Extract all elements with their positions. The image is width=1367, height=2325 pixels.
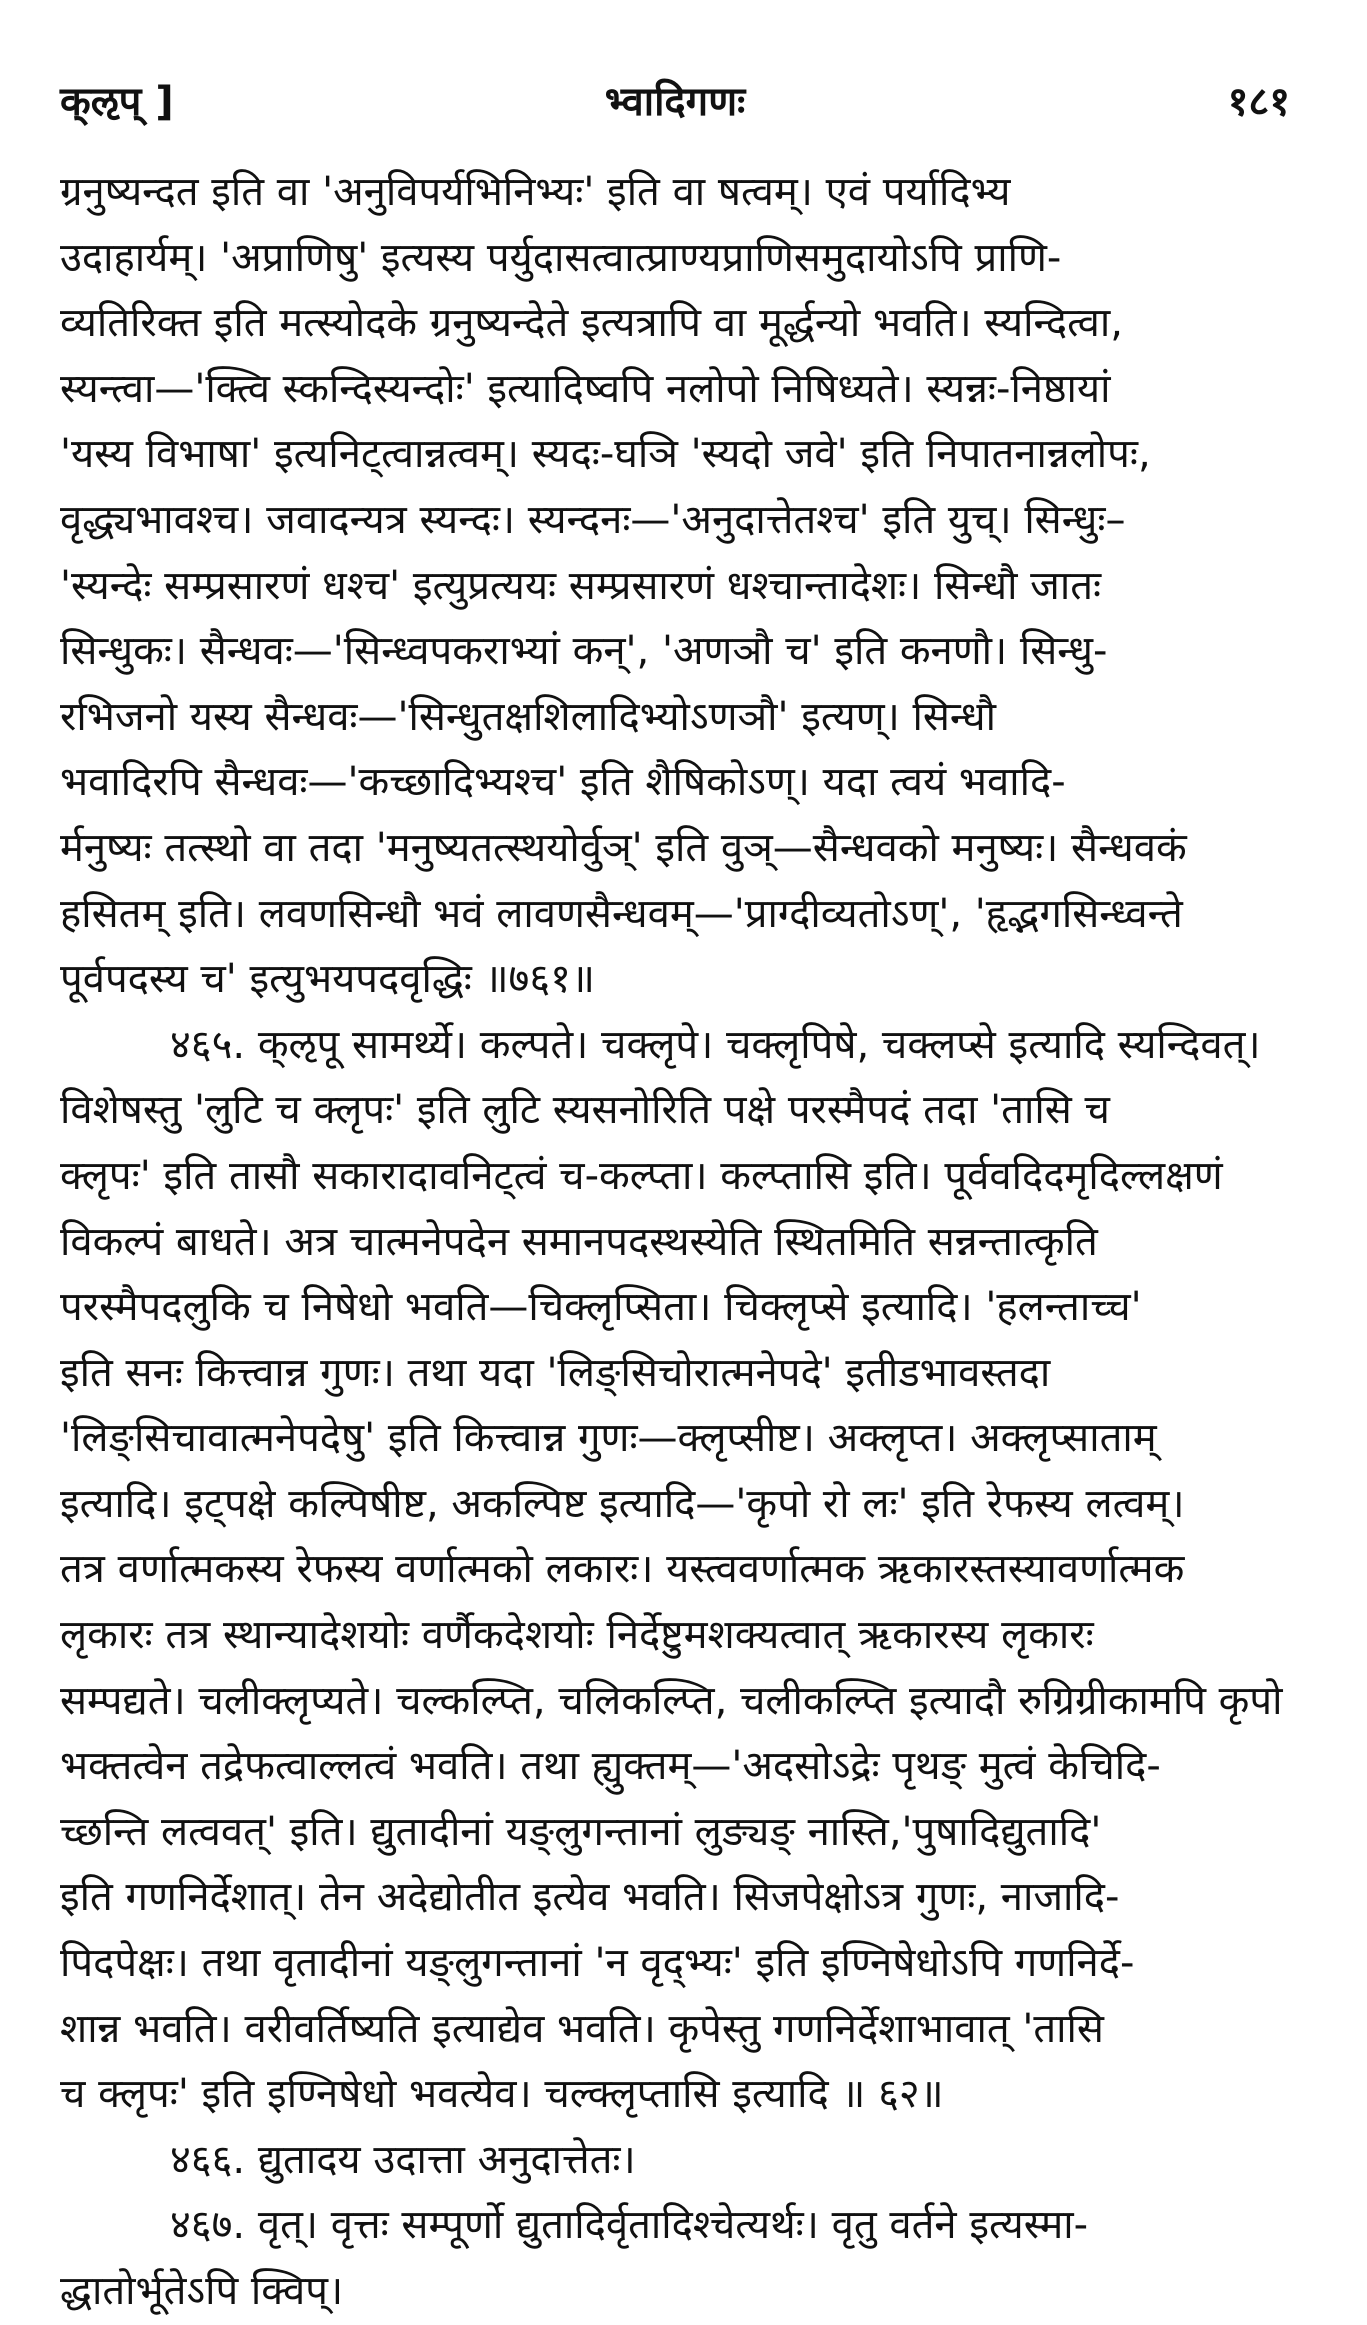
text-line: हसितम् इति। लवणसिन्धौ भवं लावणसैन्धवम्—'प्राग्दीव्यतोऽण्', 'हृद्भगसिन्ध्वन्ते [60, 890, 1183, 937]
text-line: भक्तत्वेन तद्रेफत्वाल्लत्वं भवति। तथा ह्युक्तम्—'अदसोऽद्रेः पृथङ् मुत्वं केचिदि- [60, 1743, 1161, 1790]
text-line: विकल्पं बाधते। अत्र चात्मनेपदेन समानपदस्थस्येति स्थितमिति सन्नन्तात्कृति [60, 1218, 1098, 1265]
text-line: परस्मैपदलुकि च निषेधो भवति—चिक्लृप्सिता। चिक्लृप्से इत्यादि। 'हलन्ताच्च' [60, 1284, 1142, 1331]
text-line: विशेषस्तु 'लुटि च क्लृपः' इति लुटि स्यसनोरिति पक्षे परस्मैपदं तदा 'तासि च [60, 1087, 1110, 1134]
text-line: 'स्यन्देः सम्प्रसारणं धश्च' इत्युप्रत्ययः सम्प्रसारणं धश्चान्तादेशः। सिन्धौ जातः [60, 562, 1102, 609]
header-left: क्ऌप् ] [60, 79, 174, 125]
text-line: भवादिरपि सैन्धवः—'कच्छादिभ्यश्च' इति शैषिकोऽण्। यदा त्वयं भवादि- [60, 759, 1066, 806]
text-line: ग्रनुष्यन्दत इति वा 'अनुविपर्यभिनिभ्यः' इति वा षत्वम्। एवं पर्यादिभ्य [60, 169, 1011, 215]
text-line: च्छन्ति लत्ववत्' इति। द्युतादीनां यङ्लुगन्तानां लुङ्यङ् नास्ति,'पुषादिद्युतादि' [60, 1808, 1102, 1855]
text-line: 'यस्य विभाषा' इत्यनिट्त्वान्नत्वम्। स्यदः-घञि 'स्यदो जवे' इति निपातनान्नलोपः, [60, 431, 1151, 478]
text-line: 'लिङ्सिचावात्मनेपदेषु' इति कित्त्वान्न गुणः—क्लृप्सीष्ट। अक्लृप्त। अक्लृप्साताम् [60, 1415, 1157, 1462]
sutra-line: ४६६. द्युतादय उदात्ता अनुदात्तेतः। [170, 2136, 636, 2183]
header-title: भ्वादिगणः [604, 79, 746, 125]
text-line: तत्र वर्णात्मकस्य रेफस्य वर्णात्मको लकारः। यस्त्ववर्णात्मक ऋकारस्तस्यावर्णात्मक [60, 1546, 1185, 1593]
text-line: क्लृपः' इति तासौ सकारादावनिट्त्वं च-कल्प्ता। कल्प्तासि इति। पूर्ववदिदमृदिल्लक्षणं [60, 1152, 1223, 1199]
running-header [60, 72, 1290, 132]
text-line: सिन्धुकः। सैन्धवः—'सिन्ध्वपकराभ्यां कन्', 'अणञौ च' इति कनणौ। सिन्धु- [60, 628, 1108, 675]
text-line: रभिजनो यस्य सैन्धवः—'सिन्धुतक्षशिलादिभ्योऽणञौ' इत्यण्। सिन्धौ [60, 693, 996, 740]
page-number: १८१ [1227, 79, 1290, 125]
text-line: लृकारः तत्र स्थान्यादेशयोः वर्णैकदेशयोः निर्देष्टुमशक्यत्वात् ऋकारस्य लृकारः [60, 1612, 1094, 1659]
sutra-line: ४६७. वृत्। वृत्तः सम्पूर्णो द्युतादिर्वृतादिश्चेत्यर्थः। वृतु वर्तने इत्यस्मा- [170, 2202, 1089, 2249]
text-line: पूर्वपदस्य च' इत्युभयपदवृद्धिः ॥७६१॥ [60, 956, 595, 1003]
text-line: इति सनः कित्त्वान्न गुणः। तथा यदा 'लिङ्सिचोरात्मनेपदे' इतीडभावस्तदा [60, 1349, 1051, 1396]
text-line: इत्यादि। इट्पक्षे कल्पिषीष्ट, अकल्पिष्ट इत्यादि—'कृपो रो लः' इति रेफस्य लत्वम्। [60, 1480, 1185, 1527]
text-line: द्धातोर्भूतेऽपि क्विप्। [60, 2268, 344, 2314]
page-body [60, 160, 1300, 2325]
text-line: र्मनुष्यः तत्स्थो वा तदा 'मनुष्यतत्स्थयोर्वुञ्' इति वुञ्—सैन्धवको मनुष्यः। सैन्धवकं [60, 824, 1187, 871]
text-line: व्यतिरिक्त इति मत्स्योदके ग्रनुष्यन्देते इत्यत्रापि वा मूर्द्धन्यो भवति। स्यन्दित्वा, [60, 300, 1123, 347]
text-line: शान्न भवति। वरीवर्तिष्यति इत्याद्येव भवति। कृपेस्तु गणनिर्देशाभावात् 'तासि [60, 2005, 1104, 2052]
text-line: पिदपेक्षः। तथा वृतादीनां यङ्लुगन्तानां 'न वृद्भ्यः' इति इण्निषेधोऽपि गणनिर्दे- [60, 1940, 1135, 1987]
text-line: इति गणनिर्देशात्। तेन अदेद्योतीत इत्येव भवति। सिजपेक्षोऽत्र गुणः, नाजादि- [60, 1874, 1120, 1921]
text-line: उदाहार्यम्। 'अप्राणिषु' इत्यस्य पर्युदासत्वात्प्राण्यप्राणिसमुदायोऽपि प्राणि- [60, 234, 1062, 281]
text-line: च क्लृपः' इति इण्निषेधो भवत्येव। चल्क्लृप्तासि इत्यादि ॥ ६२॥ [60, 2071, 944, 2118]
sutra-line: ४६५. क्ऌपू सामर्थ्ये। कल्पते। चक्लृपे। चक्लृपिषे, चक्लप्से इत्यादि स्यन्दिवत्। [170, 1021, 1261, 1068]
text-line: सम्पद्यते। चलीक्लृप्यते। चल्कल्प्ति, चलिकल्प्ति, चलीकल्प्ति इत्यादौ रुग्रिग्रीकामपि कृपो [60, 1677, 1283, 1724]
text-line: स्यन्त्वा—'क्त्वि स्कन्दिस्यन्दोः' इत्यादिष्वपि नलोपो निषिध्यते। स्यन्नः-निष्ठायां [60, 365, 1111, 412]
text-line: वृद्ध्यभावश्च। जवादन्यत्र स्यन्दः। स्यन्दनः—'अनुदात्तेतश्च' इति युच्। सिन्धुः– [60, 496, 1126, 543]
